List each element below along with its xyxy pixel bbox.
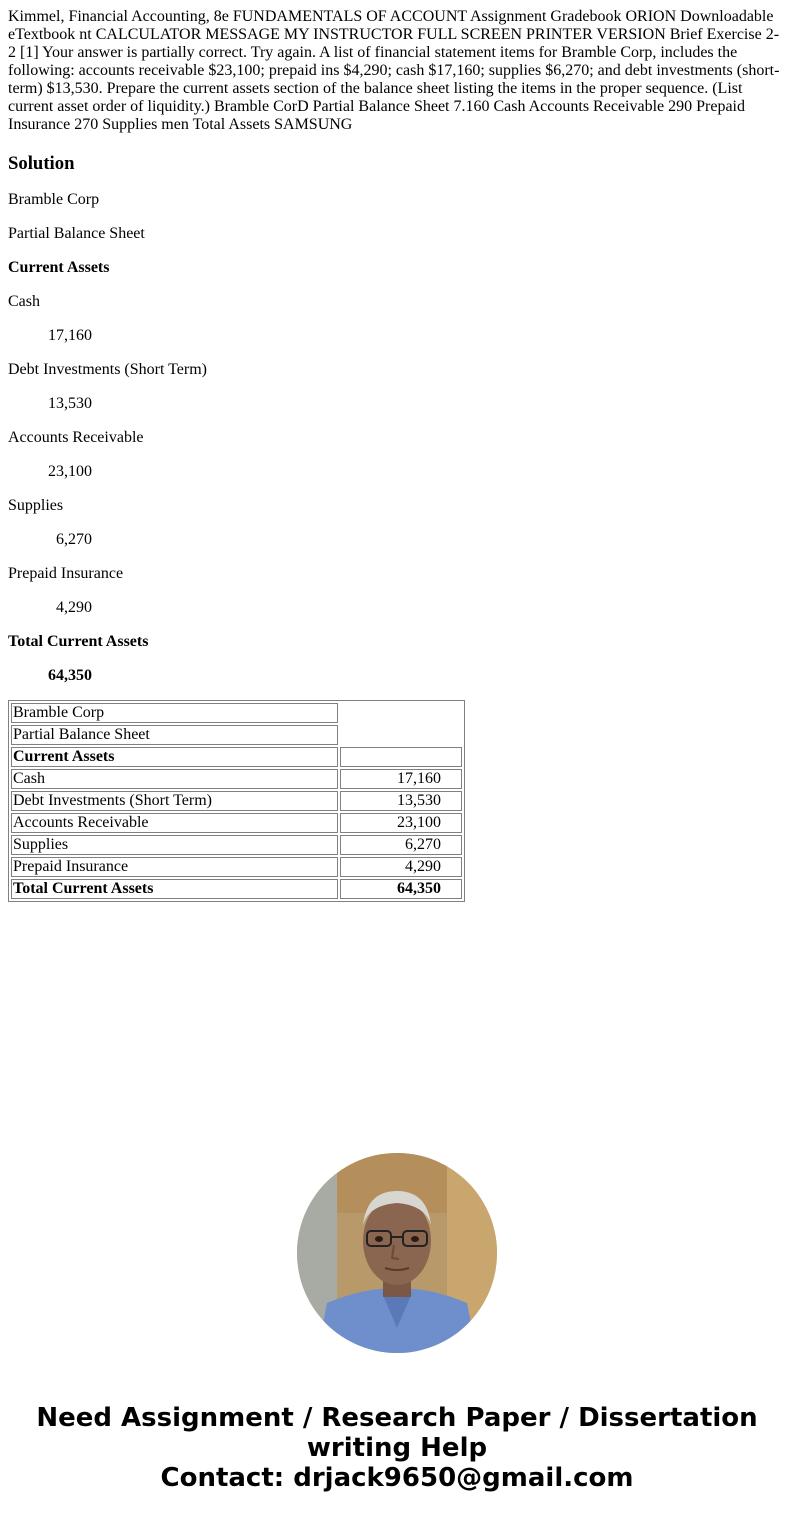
table-empty-cell	[340, 747, 462, 767]
table-row	[11, 747, 462, 767]
solution-item-amount: 23,100	[48, 463, 92, 480]
solution-item-label: Cash	[8, 293, 40, 310]
solution-item-amount: 6,270	[56, 531, 92, 548]
table-row	[11, 813, 462, 833]
table-company-cell: Bramble Corp	[11, 703, 338, 723]
table-total-label-cell: Total Current Assets	[11, 879, 338, 899]
solution-section: Current Assets	[8, 259, 110, 276]
table-row	[11, 769, 462, 789]
promo-contact: Contact: drjack9650@gmail.com	[160, 1463, 634, 1493]
table-amount-cell: 6,270	[340, 835, 462, 855]
table-label-cell: Cash	[11, 769, 338, 789]
table-statement-cell: Partial Balance Sheet	[11, 725, 338, 745]
promo-line: Need Assignment / Research Paper / Dissertation	[36, 1403, 758, 1433]
solution-item-amount: 13,530	[48, 395, 92, 412]
solution-item-label: Prepaid Insurance	[8, 565, 124, 582]
promo-banner	[0, 1403, 794, 1493]
table-label-cell: Supplies	[11, 835, 338, 855]
solution-total-label: Total Current Assets	[8, 633, 149, 650]
table-empty-cell	[340, 703, 462, 723]
table-amount-cell: 13,530	[340, 791, 462, 811]
table-empty-cell	[340, 725, 462, 745]
table-amount-cell: 23,100	[340, 813, 462, 833]
balance-sheet-table	[8, 700, 465, 902]
solution-statement: Partial Balance Sheet	[8, 225, 145, 242]
solution-item-label: Supplies	[8, 497, 64, 514]
solution-item-amount: 17,160	[48, 327, 92, 344]
solution-heading: Solution	[8, 153, 75, 174]
tutor-avatar	[297, 1153, 497, 1353]
table-row	[11, 791, 462, 811]
table-row	[11, 703, 462, 723]
table-row	[11, 725, 462, 745]
solution-item-amount: 4,290	[56, 599, 92, 616]
table-label-cell: Accounts Receivable	[11, 813, 338, 833]
table-amount-cell: 17,160	[340, 769, 462, 789]
table-label-cell: Debt Investments (Short Term)	[11, 791, 338, 811]
table-row	[11, 835, 462, 855]
table-total-amount-cell: 64,350	[340, 879, 462, 899]
table-section-cell: Current Assets	[11, 747, 338, 767]
tutor-portrait-icon	[297, 1153, 497, 1353]
solution-company: Bramble Corp	[8, 191, 100, 208]
table-amount-cell: 4,290	[340, 857, 462, 877]
table-row	[11, 879, 462, 899]
solution-item-label: Accounts Receivable	[8, 429, 144, 446]
solution-item-label: Debt Investments (Short Term)	[8, 361, 207, 378]
question-text: Kimmel, Financial Accounting, 8e FUNDAMENTALS OF ACCOUNT Assignment Gradebook ORION Downloadable eTextbook nt CALCULATOR MESSAGE MY INSTRUCTOR FULL SCREEN PRINTER VERSION Brief Exercise 2-2 [1] Your answer is partially correct. Try again. A list of financial statement items for Bramble Corp, includes the following: accounts receivable $23,100; prepaid ins $4,290; cash $17,160; supplies $6,270; and debt investments (short-term) $13,530. Prepare the current assets section of the balance sheet listing the items in the proper sequence. (List current asset order of liquidity.) Bramble CorD Partial Balance Sheet 7.160 Cash Accounts Receivable 290 Prepaid Insurance 270 Supplies men Total Assets SAMSUNG	[8, 8, 780, 133]
table-row	[11, 857, 462, 877]
solution-total-amount: 64,350	[48, 667, 92, 684]
table-label-cell: Prepaid Insurance	[11, 857, 338, 877]
promo-line: writing Help	[306, 1433, 488, 1463]
